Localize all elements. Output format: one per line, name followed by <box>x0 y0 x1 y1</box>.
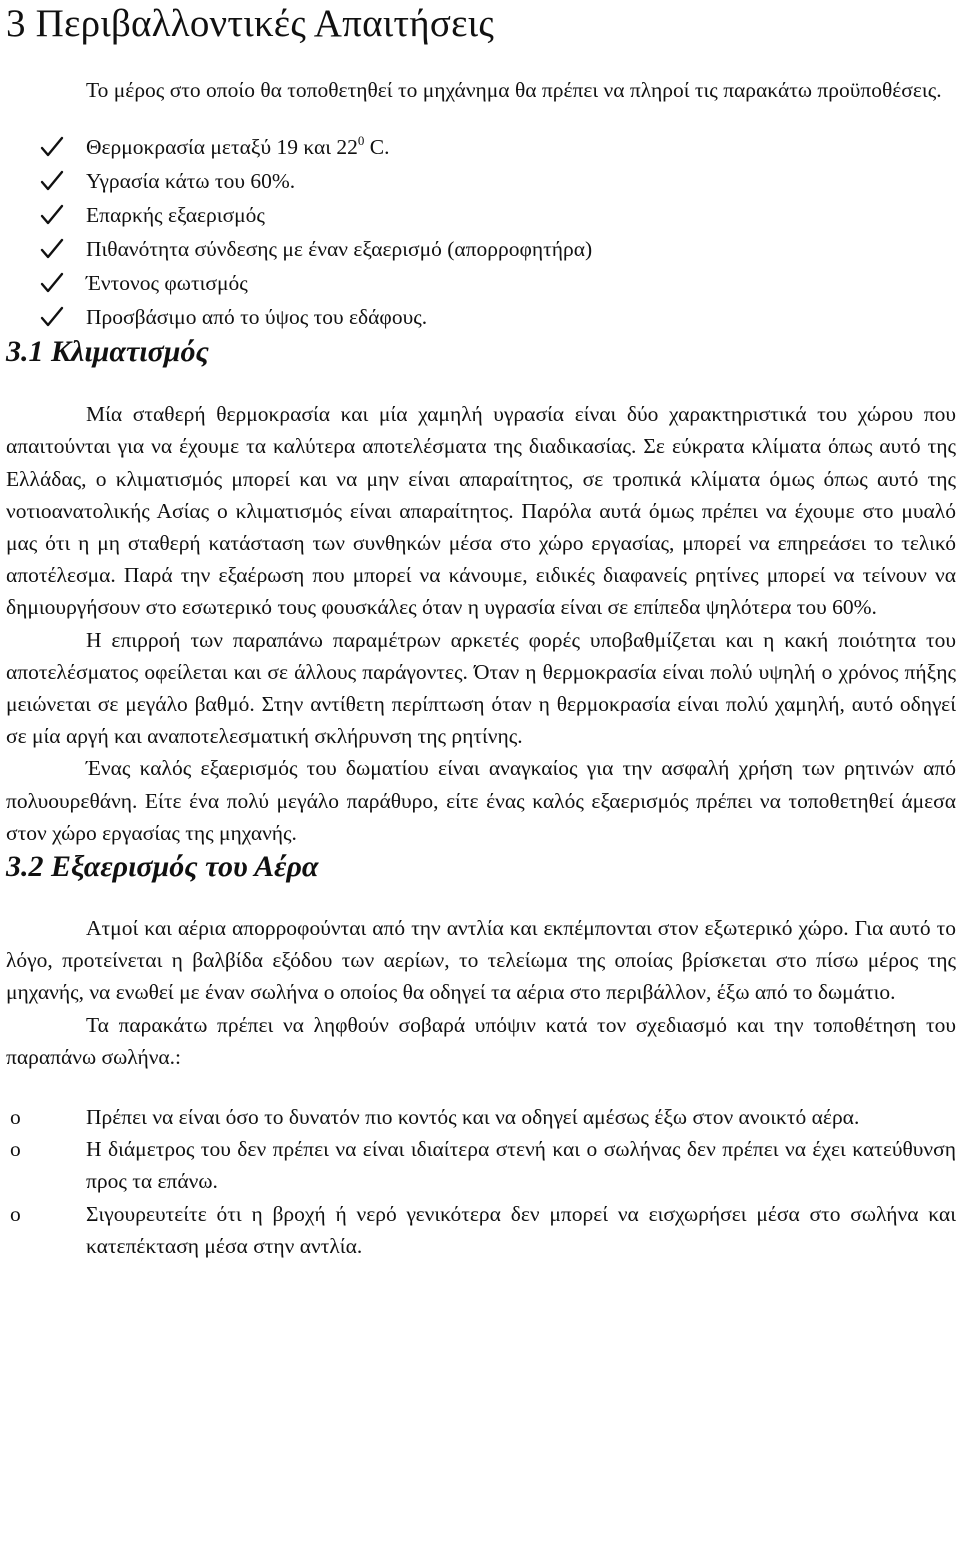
o-bullet-icon: o <box>10 1137 21 1162</box>
requirement-text: Επαρκής εξαερισμός <box>86 203 265 228</box>
checkmark-icon <box>40 272 64 294</box>
requirement-item <box>6 300 956 334</box>
checkmark-icon <box>40 306 64 328</box>
requirement-text: Πιθανότητα σύνδεσης με έναν εξαερισμό (απορροφητήρα) <box>86 237 593 262</box>
requirement-superscript: 0 <box>357 133 365 149</box>
ventilation-paragraph: Ατμοί και αέρια απορροφούνται από την αντλία και εκπέμπονται στον εξωτερικό χώρο. Για αυτό το λόγο, προτείνεται η βαλβίδα εξόδου των αερίων, το τελείωμα της οποίας βρίσκεται στο πίσω μέρος της μηχανής, να ενωθεί με έναν σωλήνα ο οποίος θα οδηγεί τα αέρια στο περιβάλλον, έξω από το δωμάτιο. <box>6 916 956 1005</box>
requirement-item <box>6 164 956 198</box>
requirement-suffix: C. <box>364 135 390 160</box>
guideline-text: Πρέπει να είναι όσο το δυνατόν πιο κοντός και να οδηγεί αμέσως έξω στον ανοικτό αέρα. <box>86 1105 860 1130</box>
guideline-item <box>6 1198 956 1262</box>
intro-paragraph: Το μέρος στο οποίο θα τοποθετηθεί το μηχάνημα θα πρέπει να πληροί τις παρακάτω προϋποθέσεις. <box>86 78 942 102</box>
climate-paragraph: Η επιρροή των παραπάνω παραμέτρων αρκετές φορές υποβαθμίζεται και η κακή ποιότητα του αποτελέσματος οφείλεται και σε άλλους παράγοντες. Όταν η θερμοκρασία είναι πολύ υψηλή ο χρόνος πήξης μειώνεται σε μεγάλο βαθμό. Στην αντίθετη περίπτωση όταν η θερμοκρασία είναι πολύ χαμηλή, αυτό οδηγεί σε μία αργή και αναποτελεσματική σκλήρυνση της ρητίνης. <box>6 627 956 749</box>
guideline-text: Η διάμετρος του δεν πρέπει να είναι ιδιαίτερα στενή και ο σωλήνας δεν πρέπει να έχει κατεύθυνση προς τα επάνω. <box>86 1137 956 1194</box>
requirement-item <box>6 198 956 232</box>
checkmark-icon <box>40 170 64 192</box>
guidelines-list <box>6 1101 956 1262</box>
climate-paragraph: Ένας καλός εξαερισμός του δωματίου είναι αναγκαίος για την ασφαλή χρήση των ρητινών από πολυουρεθάνη. Είτε ένα πολύ μεγάλο παράθυρο, είτε ένας καλός εξαερισμός πρέπει να τοποθετηθεί άμεσα στον χώρο εργασίας της μηχανής. <box>6 756 956 845</box>
requirement-item <box>6 266 956 300</box>
subsection-title-climate: 3.1 Κλιματισμός <box>6 335 209 369</box>
checkmark-icon <box>40 136 64 158</box>
requirements-list <box>6 130 956 334</box>
guideline-item <box>6 1133 956 1197</box>
climate-paragraph: Μία σταθερή θερμοκρασία και μία χαμηλή υγρασία είναι δύο χαρακτηριστικά του χώρου που απαιτούνται για να έχουμε τα καλύτερα αποτελέσματα της διαδικασίας. Σε εύκρατα κλίματα όπως αυτό της Ελλάδας, ο κλιματισμός μπορεί και να μην είναι απαραίτητος, σε τροπικά κλίματα όμως όπως αυτό της νοτιοανατολικής Ασίας ο κλιματισμός είναι απαραίτητος. Παρόλα αυτά όμως πρέπει να έχουμε στο μυαλό μας ότι η μη σταθερή κατάσταση των συνθηκών μέσα στο χώρο εργασίας, μπορεί να επηρεάσει το τελικό αποτέλεσμα. Παρά την εξαέρωση που μπορεί να κάνουμε, ειδικές διαφανείς ρητίνες μπορεί να τείνουν να δημιουργήσουν στο εσωτερικό τους φουσκάλες όταν η υγρασία είναι σε επίπεδα ψηλότερα του 60%. <box>6 402 956 620</box>
requirement-text: Υγρασία κάτω του 60%. <box>86 169 296 194</box>
document-page <box>6 0 956 1262</box>
checkmark-icon <box>40 204 64 226</box>
requirement-item <box>6 232 956 266</box>
requirement-text: Έντονος φωτισμός <box>86 271 248 296</box>
subsection-title-ventilation: 3.2 Εξαερισμός του Αέρα <box>6 850 319 884</box>
ventilation-paragraph: Τα παρακάτω πρέπει να ληφθούν σοβαρά υπόψιν κατά τον σχεδιασμό και την τοποθέτηση του παραπάνω σωλήνα.: <box>6 1012 956 1069</box>
o-bullet-icon: o <box>10 1201 21 1226</box>
checkmark-icon <box>40 238 64 260</box>
requirement-text: Θερμοκρασία μεταξύ 19 και 22 <box>86 135 358 160</box>
requirement-item <box>6 130 956 164</box>
requirement-text: Προσβάσιμο από το ύψος του εδάφους. <box>86 305 428 330</box>
section-title: 3 Περιβαλλοντικές Απαιτήσεις <box>6 2 494 45</box>
guideline-text: Σιγουρευτείτε ότι η βροχή ή νερό γενικότερα δεν μπορεί να εισχωρήσει μέσα στο σωλήνα και κατεπέκταση μέσα στην αντλία. <box>86 1201 956 1258</box>
o-bullet-icon: o <box>10 1105 21 1130</box>
guideline-item <box>6 1101 956 1133</box>
